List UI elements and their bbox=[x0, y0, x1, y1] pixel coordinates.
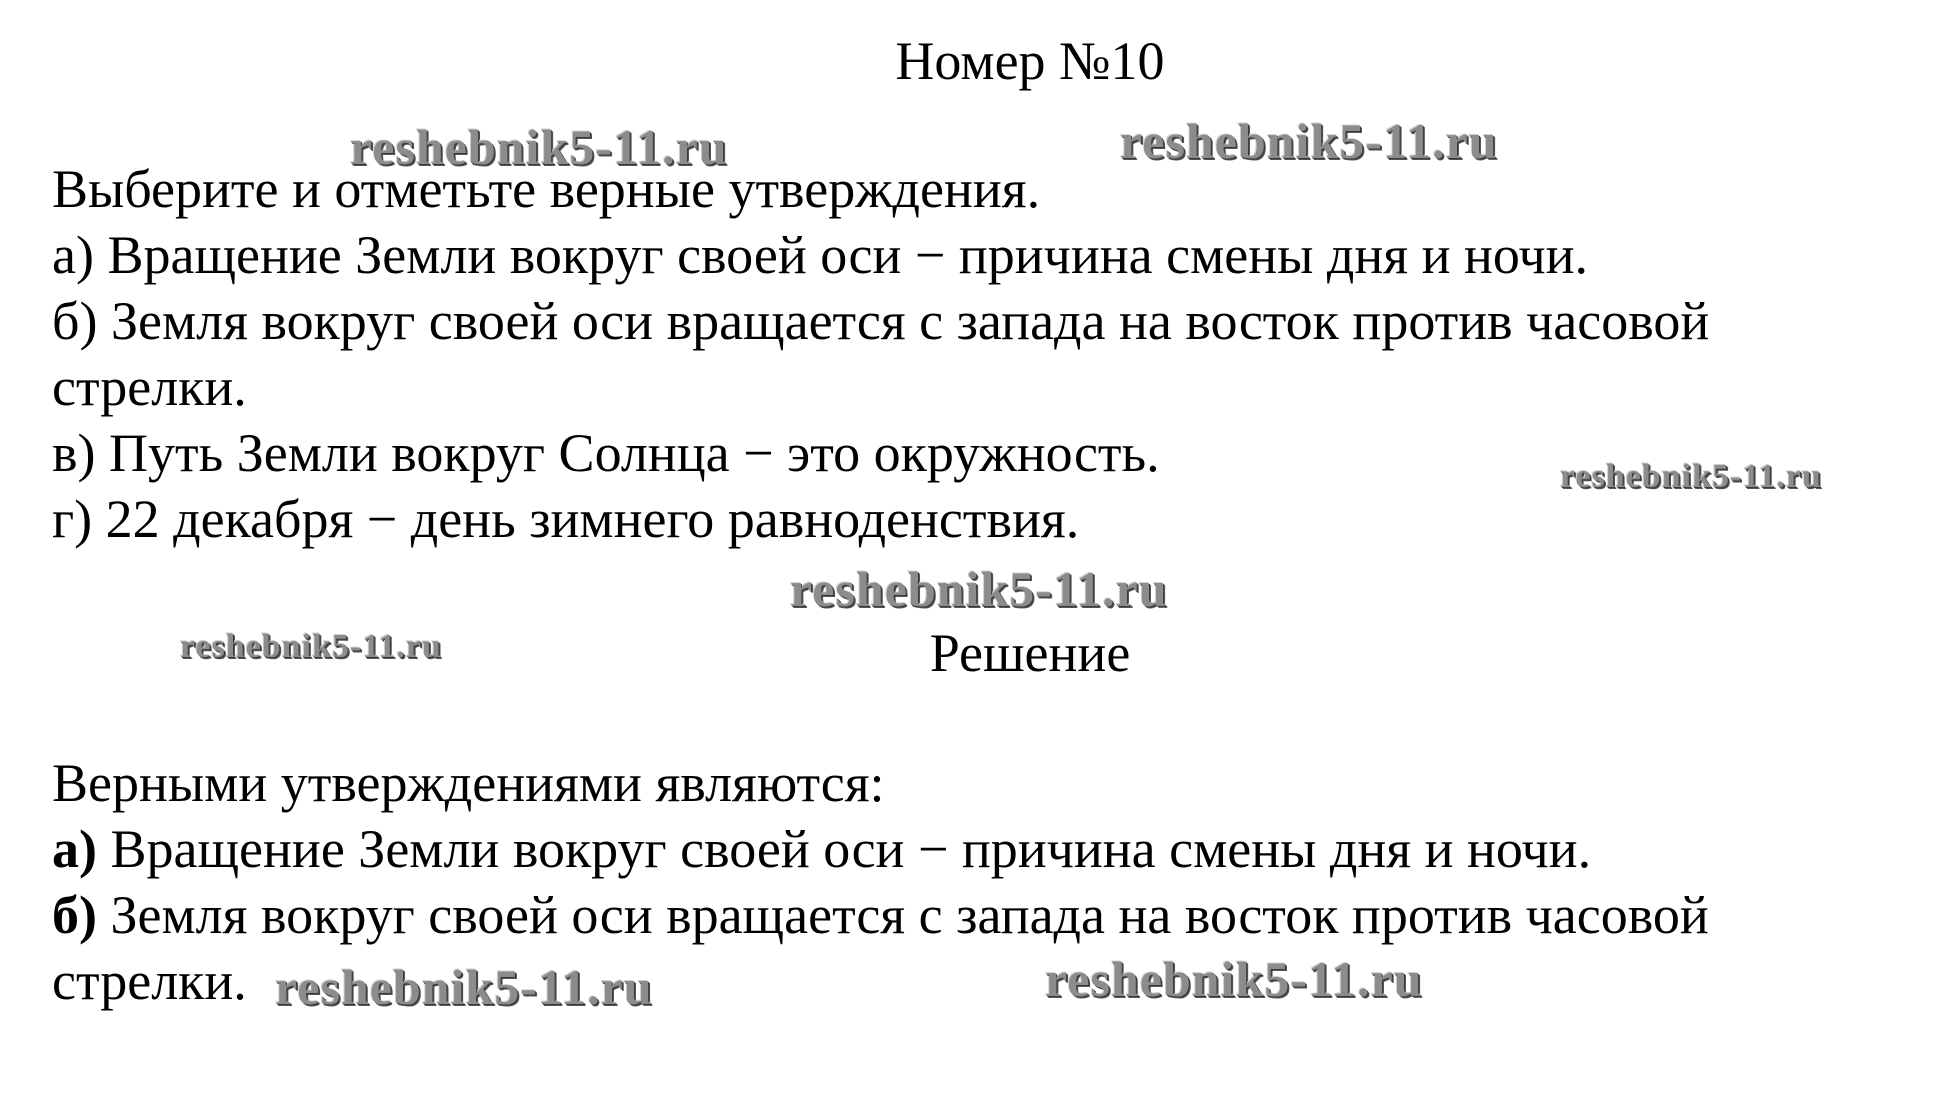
watermark: reshebnik5-11.ru bbox=[1120, 113, 1498, 169]
watermark: reshebnik5-11.ru bbox=[350, 119, 728, 175]
option-b bbox=[52, 288, 1709, 354]
solution-intro: Верными утверждениями являются: bbox=[52, 753, 885, 813]
answer-b-continuation: стрелки. bbox=[52, 951, 247, 1011]
answer-a-text: Вращение Земли вокруг своей оси − причина смены дня и ночи. bbox=[110, 819, 1592, 879]
watermark: reshebnik5-11.ru bbox=[275, 959, 653, 1015]
answer-a bbox=[52, 816, 1591, 882]
page-title: Номер №10 bbox=[895, 31, 1165, 91]
option-d-label: г) bbox=[52, 489, 93, 549]
answer-a-label: а) bbox=[52, 819, 97, 879]
option-b-text: Земля вокруг своей оси вращается с запада на восток против часовой bbox=[110, 291, 1710, 351]
option-c-text: Путь Земли вокруг Солнца − это окружность. bbox=[108, 423, 1160, 483]
option-c-label: в) bbox=[52, 423, 96, 483]
watermark: reshebnik5-11.ru bbox=[180, 628, 442, 665]
watermark: reshebnik5-11.ru bbox=[790, 561, 1168, 617]
option-a-label: а) bbox=[52, 225, 94, 285]
answer-b bbox=[52, 882, 1709, 948]
answer-b-label: б) bbox=[52, 885, 97, 945]
question-prompt: Выберите и отметьте верные утверждения. bbox=[52, 159, 1041, 219]
watermark: reshebnik5-11.ru bbox=[1045, 951, 1423, 1007]
option-c bbox=[52, 420, 1160, 486]
option-a-text: Вращение Земли вокруг своей оси − причина смены дня и ночи. bbox=[107, 225, 1589, 285]
option-b-label: б) bbox=[52, 291, 98, 351]
solution-heading: Решение bbox=[929, 623, 1131, 683]
watermark: reshebnik5-11.ru bbox=[1560, 458, 1822, 495]
option-b-continuation: стрелки. bbox=[52, 357, 247, 417]
option-a bbox=[52, 222, 1588, 288]
answer-b-text: Земля вокруг своей оси вращается с запада на восток против часовой bbox=[110, 885, 1709, 945]
option-d bbox=[52, 486, 1079, 552]
option-d-text: 22 декабря − день зимнего равноденствия. bbox=[105, 489, 1080, 549]
